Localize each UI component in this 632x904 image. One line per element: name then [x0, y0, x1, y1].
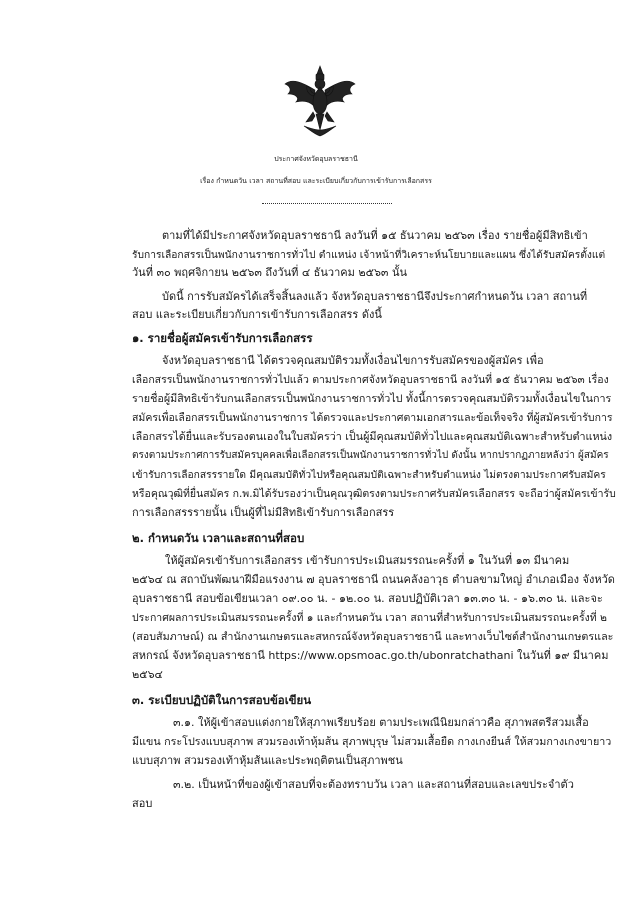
now-line-1: บัดนี้ การรับสมัครได้เสร็จสิ้นลงแล้ว จังหวัดอุบลราชธานีจึงประกาศกำหนดวัน เวลา สถานที่ [162, 290, 588, 303]
intro-line-2: รับการเลือกสรรเป็นพนักงานราชการทั่วไป ตำแหน่ง เจ้าหน้าที่วิเคราะห์นโยบายและแผน ซึ่งได้รับสมัครตั้งแต่ [132, 249, 606, 261]
now-line-2: สอบ และระเบียบเกี่ยวกับการเข้ารับการเลือกสรร ดังนี้ [132, 308, 382, 321]
garuda-emblem-icon [282, 64, 358, 140]
intro-line-1: ตามที่ได้มีประกาศจังหวัดอุบลราชธานี ลงวันที่ ๑๕ ธันวาคม ๒๕๖๓ เรื่อง รายชื่อผู้มีสิทธิเข้า [162, 229, 588, 242]
section-3-line-3: แบบสุภาพ สวมรองเท้าหุ้มส้นและประพฤติตนเป็นสุภาพชน [132, 754, 403, 767]
section-1-heading: ๑. รายชื่อผู้สมัครเข้ารับการเลือกสรร [132, 331, 313, 345]
section-3-line-4: ๓.๒. เป็นหน้าที่ของผู้เข้าสอบที่จะต้องทราบวัน เวลา และสถานที่สอบและเลขประจำตัว [173, 778, 574, 791]
section-2-line-2: ๒๕๖๔ ณ สถาบันพัฒนาฝีมือแรงงาน ๗ อุบลราชธานี ถนนคลังอาวุธ ตำบลขามใหญ่ อำเภอเมือง จังหวัด [132, 573, 615, 586]
section-2-line-4: ประกาศผลการประเมินสมรรถนะครั้งที่ ๑ และกำหนดวัน เวลา สถานที่สำหรับการประเมินสมรรถนะครั้งที่ ๒ [132, 612, 607, 624]
section-3-heading: ๓. ระเบียบปฏิบัติในการสอบข้อเขียน [132, 693, 312, 707]
section-1-line-1: จังหวัดอุบลราชธานี ได้ตรวจคุณสมบัติรวมทั้งเงื่อนไขการรับสมัครของผู้สมัคร เพื่อ [162, 354, 544, 367]
section-2-line-1: ให้ผู้สมัครเข้ารับการเลือกสรร เข้ารับการประเมินสมรรถนะครั้งที่ ๑ ในวันที่ ๑๓ มีนาคม [165, 554, 570, 567]
section-3-line-2: มีแขน กระโปรงแบบสุภาพ สวมรองเท้าหุ้มส้น สุภาพบุรุษ ไม่สวมเสื้อยืด กางเกงยีนส์ ให้สวมกางเกงขายาว [132, 735, 612, 748]
section-1-line-8: หรือคุณวุฒิที่ยื่นสมัคร ก.พ.มิได้รับรองว่าเป็นคุณวุฒิตรงตามประกาศรับสมัครเลือกสรร จะถือว่าผู้สมัครเข้ารับ [132, 488, 616, 500]
section-1-line-5: เลือกสรรได้ยื่นและรับรองตนเองในใบสมัครว่า เป็นผู้มีคุณสมบัติทั่วไปและคุณสมบัติเฉพาะสำหรับตำแหน่ง [132, 430, 613, 443]
separator-dotted-line [262, 203, 392, 205]
section-1-line-2: เลือกสรรเป็นพนักงานราชการทั่วไปแล้ว ตามประกาศจังหวัดอุบลราชธานี ลงวันที่ ๑๕ ธันวาคม ๒๕๖๓ เรื่อง [132, 374, 609, 386]
section-1-line-3: รายชื่อผู้มีสิทธิเข้ารับกนเลือกสรรเป็นพนักงานราชการทั่วไป ทั้งนี้การตรวจคุณสมบัติรวมทั้งเงื่อนไขในการ [132, 392, 612, 405]
section-1-line-9: การเลือกสรรรายนั้น เป็นผู้ที่ไม่มีสิทธิเข้ารับการเลือกสรร [132, 506, 395, 519]
announcement-subject: เรื่อง กำหนดวัน เวลา สถานที่สอบ และระเบียบเกี่ยวกับการเข้ารับการเลือกสรร [200, 177, 432, 185]
section-1-line-6: ตรงตามประกาศการรับสมัครบุคคลเพื่อเลือกสรรเป็นพนักงานราชการทั่วไป ดังนั้น หากปรากฏภายหลังว่า ผู้สมัคร [132, 450, 609, 461]
section-1-line-4: สมัครเพื่อเลือกสรรเป็นพนักงานราชการ ได้ตรวจและประกาศตามเอกสารและข้อเท็จจริง ที่ผู้สมัครเข้ารับการ [132, 412, 613, 424]
section-1-line-7: เข้ารับการเลือกสรรรายใด มีคุณสมบัติทั่วไปหรือคุณสมบัติเฉพาะสำหรับตำแหน่ง ไม่ตรงตามประกาศรับสมัคร [132, 469, 606, 481]
section-2-heading: ๒. กำหนดวัน เวลาและสถานที่สอบ [132, 531, 305, 545]
announcement-title: ประกาศจังหวัดอุบลราชธานี [274, 155, 358, 163]
section-3-line-5: สอบ [132, 797, 153, 810]
section-3-line-1: ๓.๑. ให้ผู้เข้าสอบแต่งกายให้สุภาพเรียบร้อย ตามประเพณีนิยมกล่าวคือ สุภาพสตรีสวมเสื้อ [173, 716, 589, 729]
section-2-line-6: สหกรณ์ จังหวัดอุบลราชธานี https://www.opsmoac.go.th/ubonratchathani ในวันที่ ๑๙ มีนาคม [132, 649, 609, 662]
section-2-line-5: (สอบสัมภาษณ์) ณ สำนักงานเกษตรและสหกรณ์จังหวัดอุบลราชธานี และทางเว็บไซต์สำนักงานเกษตรและ [132, 630, 614, 643]
section-2-line-3: อุบลราชธานี สอบข้อเขียนเวลา ๐๙.๐๐ น. - ๑๒.๐๐ น. สอบปฏิบัติเวลา ๑๓.๓๐ น. - ๑๖.๓๐ น. และจะ [132, 592, 603, 605]
section-2-line-7: ๒๕๖๔ [132, 668, 163, 681]
intro-line-3: วันที่ ๓๐ พฤศจิกายน ๒๕๖๓ ถึงวันที่ ๔ ธันวาคม ๒๕๖๓ นั้น [132, 266, 407, 279]
